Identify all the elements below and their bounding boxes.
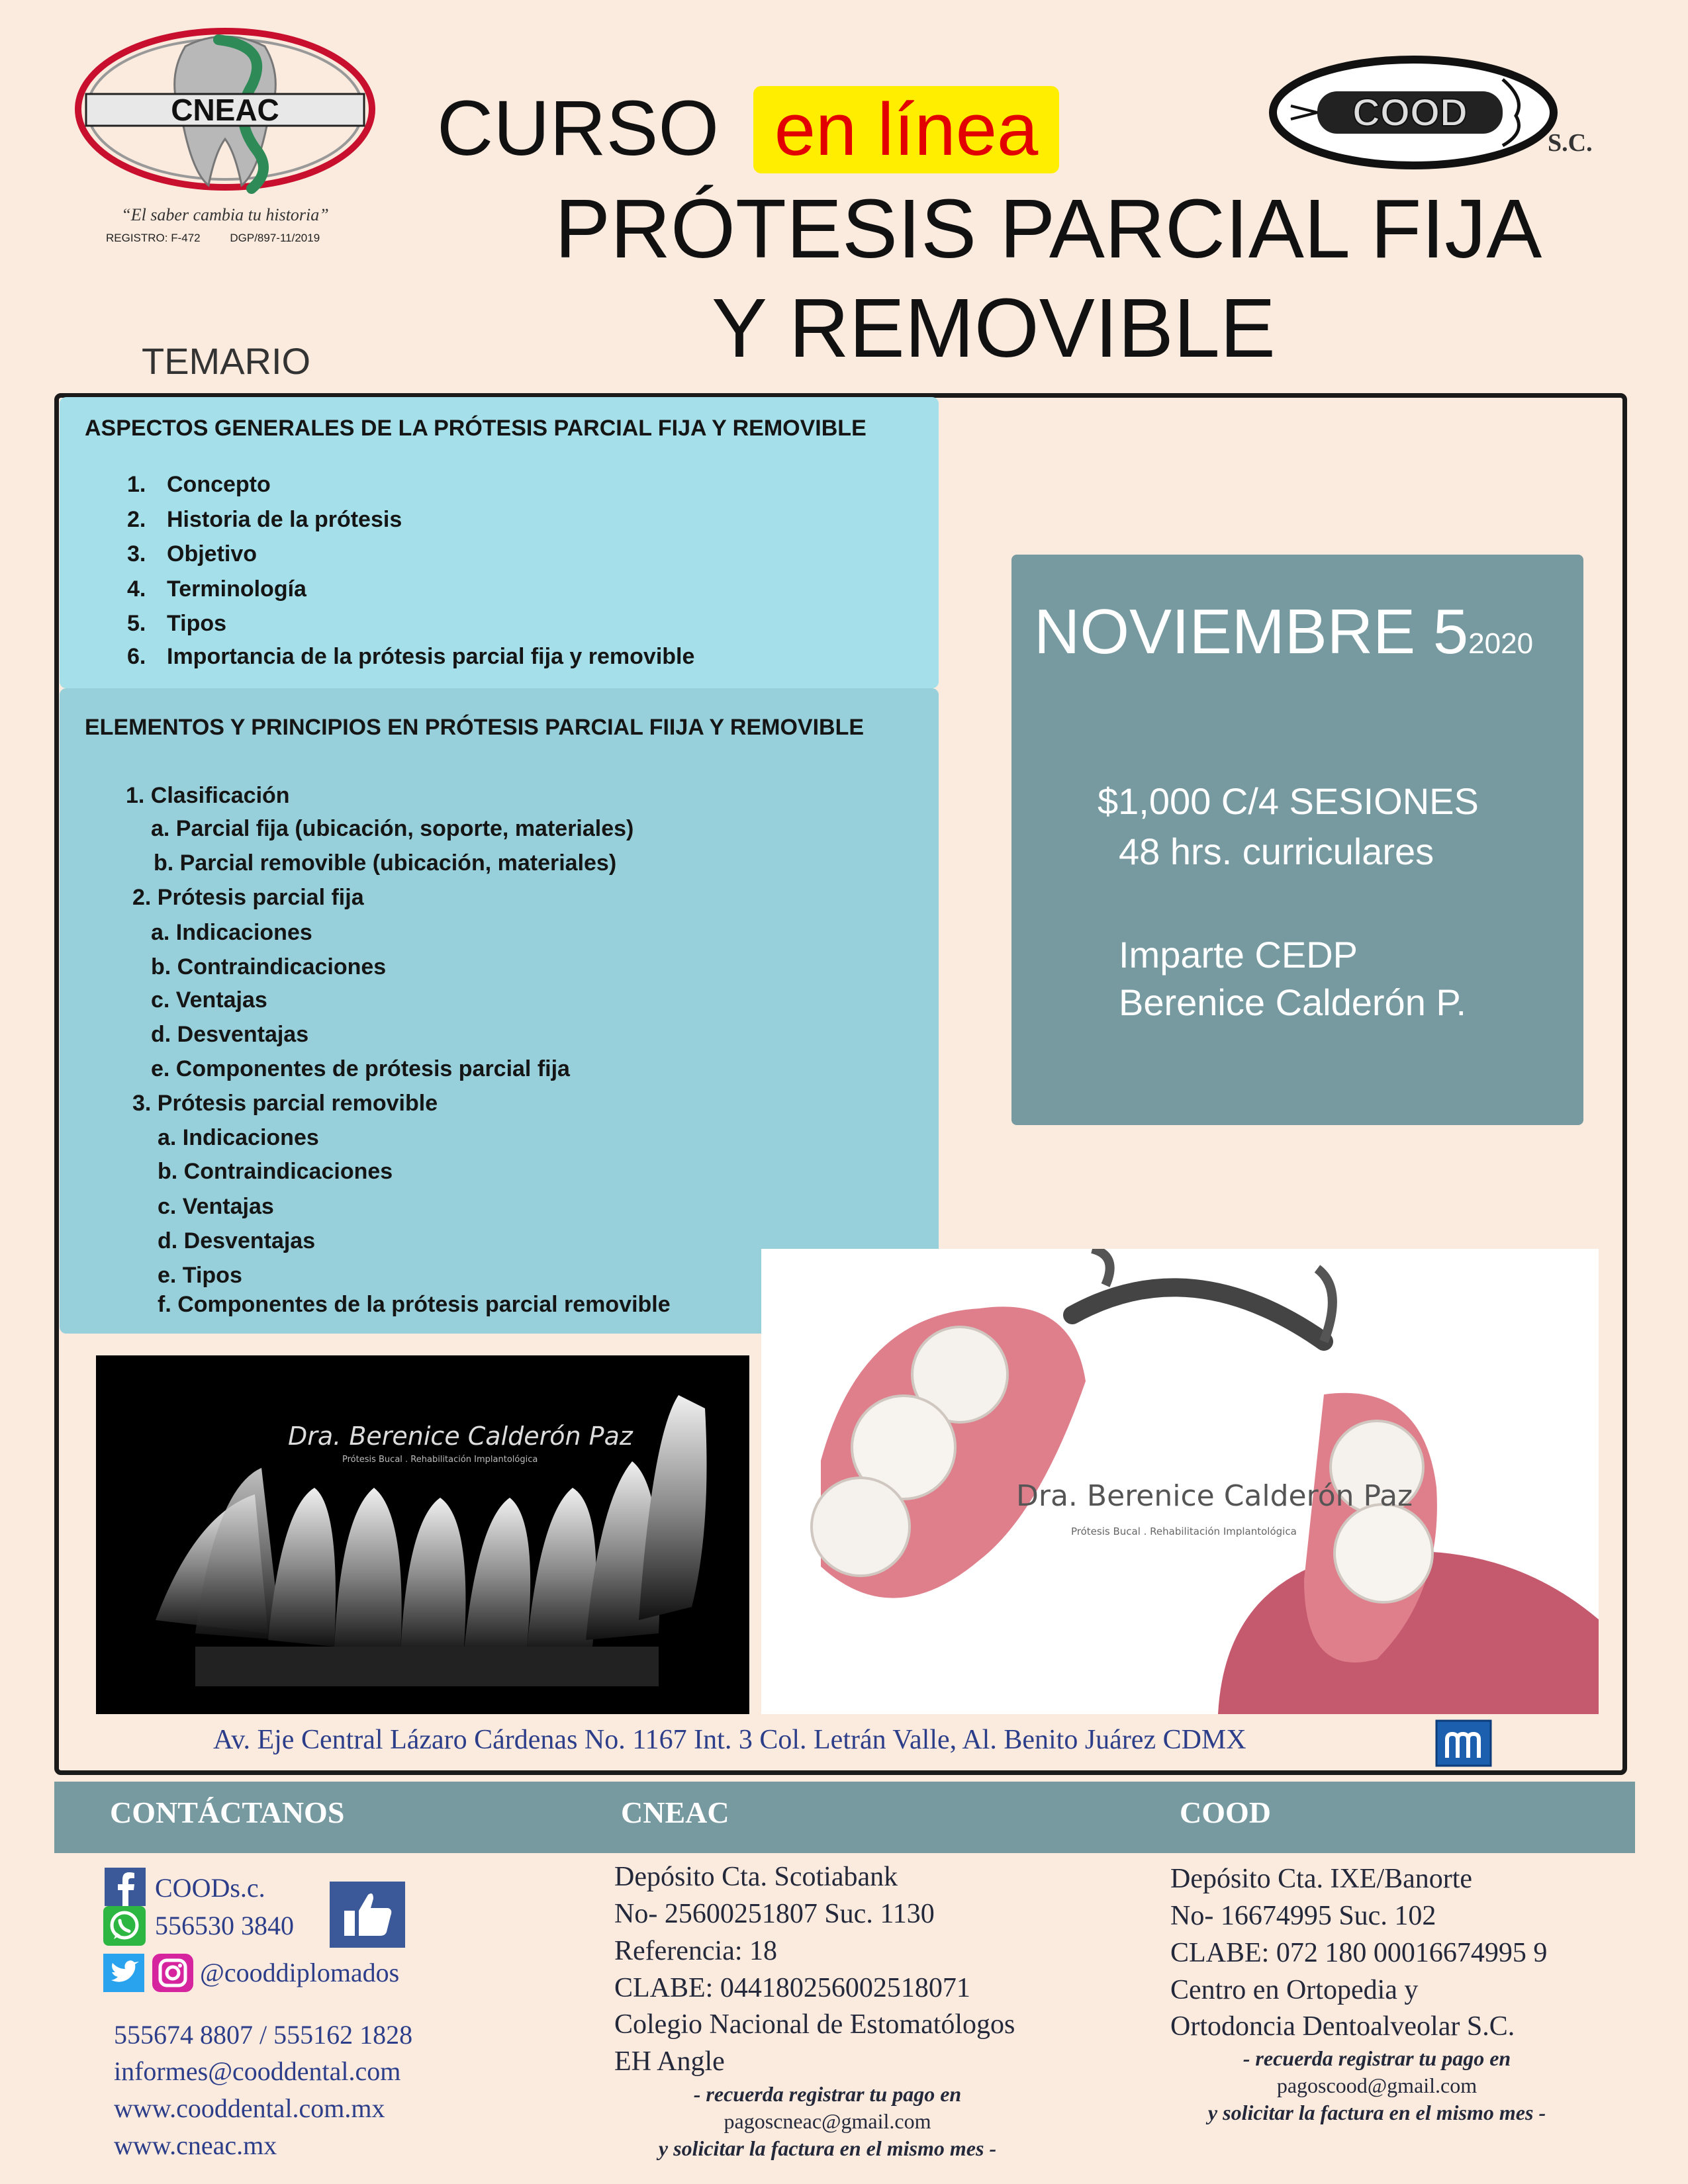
cood-payment-note: - recuerda registrar tu pago en [1243, 2046, 1511, 2070]
photo-watermark-name: Dra. Berenice Calderón Paz [288, 1422, 633, 1451]
list-item: a. Indicaciones [158, 1125, 319, 1150]
course-title-line2: Y REMOVIBLE [712, 281, 1276, 375]
cood-logo-text: COOD [1352, 91, 1468, 134]
cood-bank-line: Ortodoncia Dentoalveolar S.C. [1170, 2011, 1515, 2042]
list-item: b. Contraindicaciones [158, 1159, 393, 1184]
list-item: 1. Concepto [127, 472, 271, 497]
course-info-box [1011, 555, 1583, 1125]
list-item: a. Parcial fija (ubicación, soporte, materiales) [151, 816, 634, 841]
crowns-photo [96, 1355, 749, 1714]
like-icon[interactable] [330, 1882, 405, 1948]
cneac-bank-line: Depósito Cta. Scotiabank [614, 1862, 898, 1892]
crowns-illustration [96, 1355, 749, 1714]
list-item: 3. Prótesis parcial removible [132, 1091, 438, 1116]
cneac-bank-line: EH Angle [614, 2046, 725, 2077]
cneac-invoice-note: y solicitar la factura en el mismo mes - [658, 2136, 997, 2160]
cood-heading: COOD [1180, 1796, 1271, 1829]
list-item: 2. Prótesis parcial fija [132, 885, 364, 910]
list-item: b. Contraindicaciones [151, 954, 387, 979]
contact-heading: CONTÁCTANOS [110, 1796, 345, 1829]
removable-prosthesis-photo [761, 1249, 1599, 1714]
photo-watermark-sub: Prótesis Bucal . Rehabilitación Implantológica [342, 1455, 538, 1465]
cood-bank-line: Centro en Ortopedia y [1170, 1975, 1419, 2005]
cood-sc-label: S.C. [1548, 129, 1593, 157]
photo-watermark-sub: Prótesis Bucal . Rehabilitación Implantológica [1071, 1525, 1297, 1537]
facebook-handle[interactable]: COODs.c. [155, 1873, 265, 1903]
list-item: d. Desventajas [158, 1228, 316, 1253]
cneac-logo [73, 20, 377, 199]
list-item: 3. Objetivo [127, 541, 258, 567]
phone-numbers: 555674 8807 / 555162 1828 [114, 2020, 413, 2050]
cneac-bank-line: CLABE: 044180256002518071 [614, 1973, 970, 2003]
cood-bank-line: Depósito Cta. IXE/Banorte [1170, 1864, 1473, 1894]
list-item: d. Desventajas [151, 1022, 309, 1047]
cneac-payment-note: - recuerda registrar tu pago en [693, 2082, 962, 2106]
contact-band [54, 1782, 1635, 1853]
whatsapp-number[interactable]: 556530 3840 [155, 1911, 294, 1940]
facebook-icon[interactable] [105, 1868, 146, 1906]
list-item: c. Ventajas [151, 987, 267, 1013]
list-item: 1. Clasificación [126, 783, 290, 808]
cneac-payment-email[interactable]: pagoscneac@gmail.com [724, 2109, 931, 2133]
cood-invoice-note: y solicitar la factura en el mismo mes - [1207, 2101, 1546, 2124]
course-hours: 48 hrs. curriculares [1119, 831, 1434, 872]
list-item: 5. Tipos [127, 611, 227, 636]
section1-panel [60, 397, 939, 688]
address: Av. Eje Central Lázaro Cárdenas No. 1167 Int. 3 Col. Letrán Valle, Al. Benito Juárez CDMX [213, 1725, 1246, 1755]
list-item: c. Ventajas [158, 1194, 274, 1219]
metro-icon [1435, 1719, 1492, 1767]
list-item: 4. Terminología [127, 576, 306, 602]
list-item: a. Indicaciones [151, 920, 312, 945]
course-imparte: Imparte CEDP [1119, 934, 1358, 976]
social-handle[interactable]: @cooddiplomados [200, 1958, 400, 1987]
curso-label: CURSO [437, 85, 720, 172]
section2-panel [60, 688, 939, 1334]
website-link-cneac[interactable]: www.cneac.mx [114, 2130, 277, 2160]
en-linea-highlight: en línea [753, 86, 1059, 173]
list-item: f. Componentes de la prótesis parcial removible [158, 1292, 671, 1317]
list-item: b. Parcial removible (ubicación, materiales) [154, 850, 617, 876]
cood-logo [1264, 53, 1562, 172]
course-price: $1,000 C/4 SESIONES [1098, 780, 1479, 822]
cneac-bank-line: No- 25600251807 Suc. 1130 [614, 1899, 935, 1929]
cneac-tagline: “El saber cambia tu historia” [121, 205, 329, 224]
course-year: 2020 [1468, 627, 1534, 660]
list-item: e. Componentes de prótesis parcial fija [151, 1056, 570, 1081]
list-item: 6. Importancia de la prótesis parcial fija y removible [127, 644, 695, 669]
list-item: 2. Historia de la prótesis [127, 507, 402, 532]
photo-watermark-name: Dra. Berenice Calderón Paz [1016, 1479, 1413, 1513]
cood-payment-email[interactable]: pagoscood@gmail.com [1276, 2073, 1477, 2097]
course-date: NOVIEMBRE 52020 [1034, 596, 1534, 667]
course-title-line1: PRÓTESIS PARCIAL FIJA [555, 182, 1542, 275]
cneac-bank-line: Colegio Nacional de Estomatólogos [614, 2009, 1015, 2040]
website-link-cood[interactable]: www.cooddental.com.mx [114, 2093, 385, 2123]
email-link[interactable]: informes@cooddental.com [114, 2056, 401, 2086]
cneac-registro [106, 232, 346, 245]
section1-heading: ASPECTOS GENERALES DE LA PRÓTESIS PARCIAL FIJA Y REMOVIBLE [85, 416, 867, 441]
registro-number: REGISTRO: F-472 [106, 232, 201, 244]
cneac-heading: CNEAC [621, 1796, 729, 1829]
twitter-icon[interactable] [103, 1954, 144, 1992]
instagram-icon[interactable] [152, 1954, 193, 1992]
temario-label: TEMARIO [142, 340, 311, 382]
dgp-number: DGP/897-11/2019 [230, 232, 320, 244]
list-item: e. Tipos [158, 1263, 242, 1288]
section2-heading: ELEMENTOS Y PRINCIPIOS EN PRÓTESIS PARCIAL FIIJA Y REMOVIBLE [85, 715, 865, 740]
cood-bank-line: CLABE: 072 180 00016674995 9 [1170, 1938, 1548, 1968]
cneac-logo-text: CNEAC [171, 93, 279, 127]
cood-bank-line: No- 16674995 Suc. 102 [1170, 1901, 1436, 1931]
course-teacher: Berenice Calderón P. [1119, 981, 1467, 1023]
whatsapp-icon[interactable] [103, 1906, 146, 1946]
cneac-bank-line: Referencia: 18 [614, 1936, 778, 1966]
